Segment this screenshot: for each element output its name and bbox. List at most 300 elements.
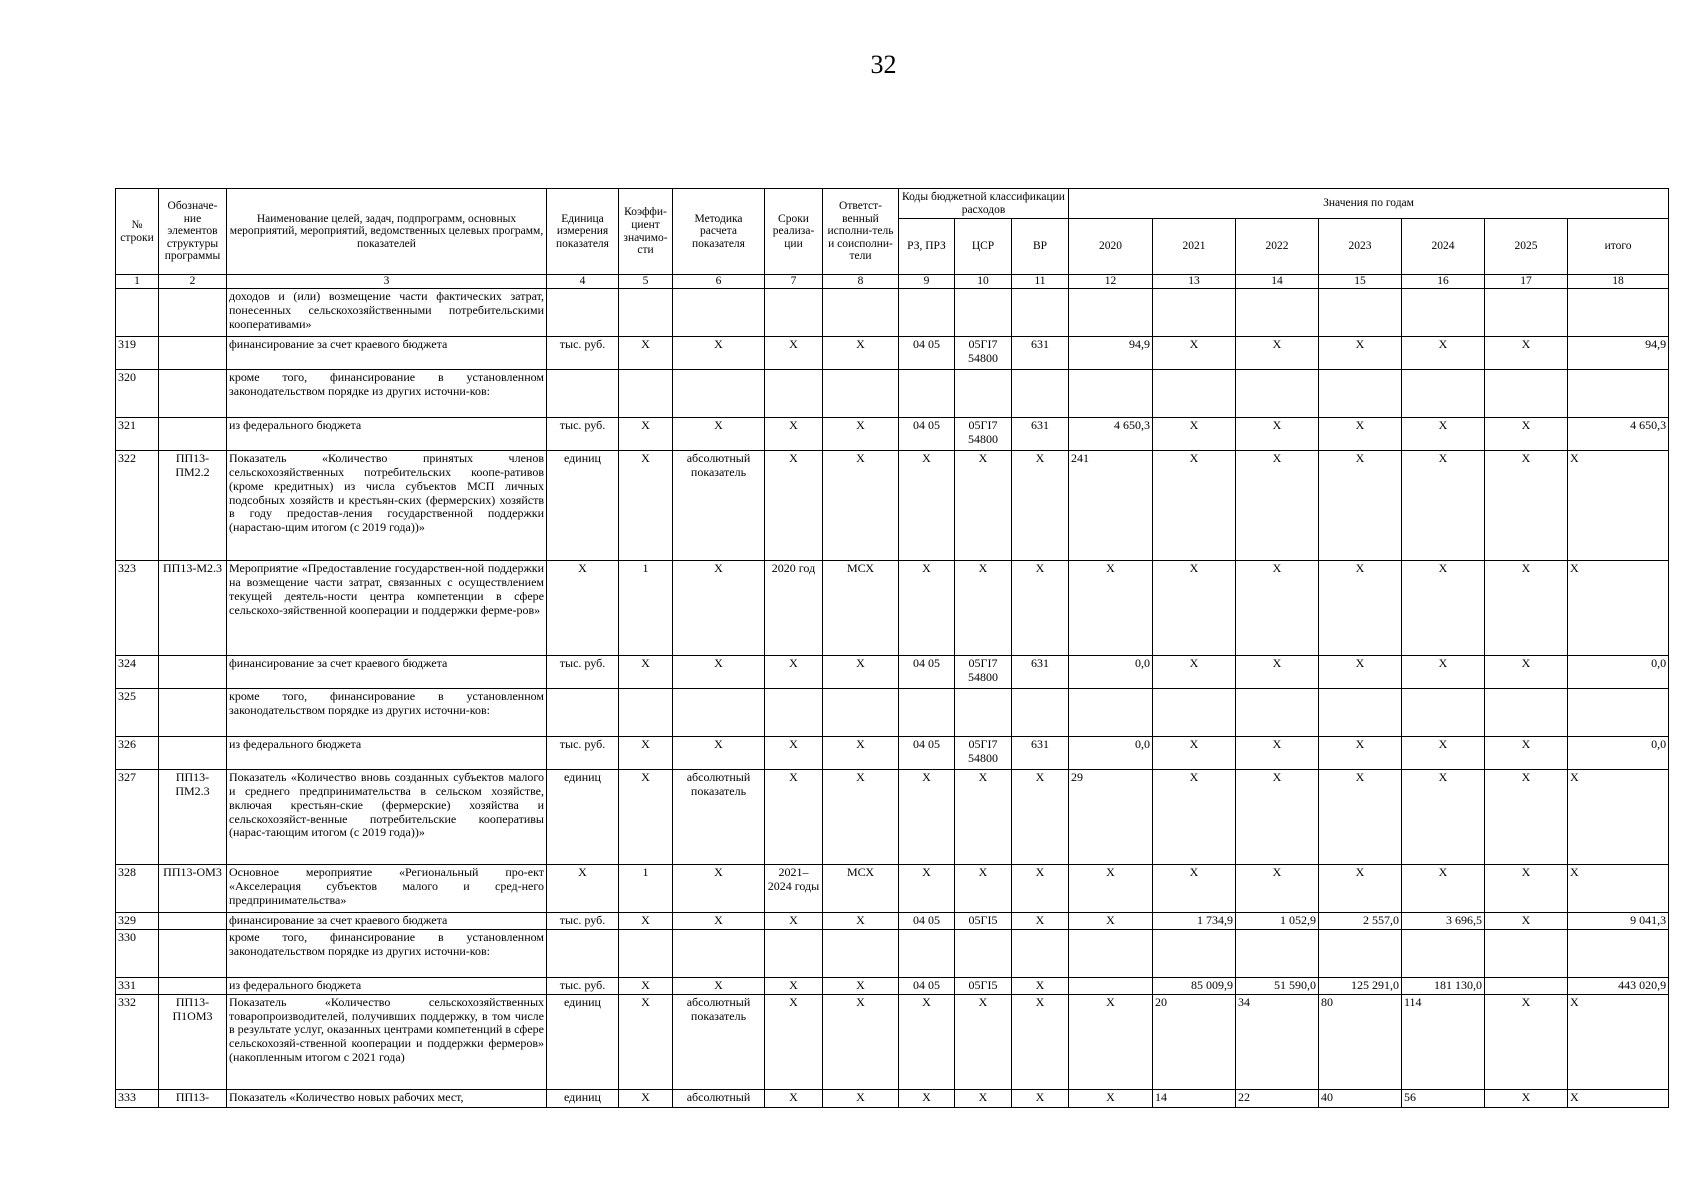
method-cell: абсолютный <box>673 1089 765 1107</box>
header-year: 2023 <box>1319 219 1402 275</box>
executor-cell: Х <box>823 418 899 451</box>
method-cell: Х <box>673 978 765 995</box>
value-total: 4 650,3 <box>1568 418 1669 451</box>
unit-cell: тыс. руб. <box>547 337 619 370</box>
header-coef: Коэффи-циент значимо-сти <box>619 189 673 275</box>
value-2025: Х <box>1485 561 1568 656</box>
value-total: Х <box>1568 561 1669 656</box>
header-executor: Ответст-венный исполни-тель и соисполни-тели <box>823 189 899 275</box>
period-cell <box>765 370 823 418</box>
method-cell: Х <box>673 337 765 370</box>
coef-cell: Х <box>619 994 673 1089</box>
rz-cell <box>899 689 955 737</box>
vr-cell <box>1012 689 1069 737</box>
value-2021: Х <box>1153 737 1236 770</box>
vr-cell: Х <box>1012 451 1069 561</box>
header-csr: ЦСР <box>955 219 1012 275</box>
value-2022: 51 590,0 <box>1236 978 1319 995</box>
value-2025: Х <box>1485 656 1568 689</box>
value-2025 <box>1485 370 1568 418</box>
value-total: Х <box>1568 451 1669 561</box>
column-number: 12 <box>1069 275 1153 289</box>
csr-cell: Х <box>955 770 1012 865</box>
csr-cell: 05ГI7 54800 <box>955 737 1012 770</box>
executor-cell <box>823 370 899 418</box>
value-total: Х <box>1568 1089 1669 1107</box>
csr-cell: 05ГI7 54800 <box>955 337 1012 370</box>
unit-cell <box>547 689 619 737</box>
rz-cell: Х <box>899 994 955 1089</box>
header-unit: Единица измерения показателя <box>547 189 619 275</box>
value-2022: Х <box>1236 737 1319 770</box>
row-number <box>116 289 159 337</box>
period-cell: Х <box>765 913 823 930</box>
element-code <box>159 978 227 995</box>
value-2020: 241 <box>1069 451 1153 561</box>
rz-cell: Х <box>899 561 955 656</box>
vr-cell: Х <box>1012 994 1069 1089</box>
period-cell: Х <box>765 337 823 370</box>
program-table <box>115 188 1669 1108</box>
header-vr: ВР <box>1012 219 1069 275</box>
unit-cell <box>547 370 619 418</box>
vr-cell: 631 <box>1012 656 1069 689</box>
period-cell: 2021–2024 годы <box>765 865 823 913</box>
value-2024 <box>1402 370 1485 418</box>
row-number: 319 <box>116 337 159 370</box>
header-year: 2025 <box>1485 219 1568 275</box>
value-2020 <box>1069 370 1153 418</box>
period-cell: Х <box>765 770 823 865</box>
coef-cell: Х <box>619 978 673 995</box>
unit-cell: тыс. руб. <box>547 418 619 451</box>
column-number: 18 <box>1568 275 1669 289</box>
value-total: 443 020,9 <box>1568 978 1669 995</box>
method-cell: Х <box>673 656 765 689</box>
table-row <box>116 451 1669 561</box>
value-2022: Х <box>1236 337 1319 370</box>
vr-cell <box>1012 370 1069 418</box>
period-cell <box>765 289 823 337</box>
executor-cell: Х <box>823 337 899 370</box>
row-name: из федерального бюджета <box>227 978 547 995</box>
value-2022: Х <box>1236 451 1319 561</box>
csr-cell: Х <box>955 451 1012 561</box>
element-code <box>159 289 227 337</box>
row-number: 323 <box>116 561 159 656</box>
header-year: 2020 <box>1069 219 1153 275</box>
value-2025: Х <box>1485 913 1568 930</box>
vr-cell: 631 <box>1012 737 1069 770</box>
row-name: кроме того, финансирование в установленном законодательством порядке из других источни-ков: <box>227 370 547 418</box>
period-cell: Х <box>765 418 823 451</box>
coef-cell: Х <box>619 737 673 770</box>
method-cell: Х <box>673 561 765 656</box>
value-2021: 1 734,9 <box>1153 913 1236 930</box>
row-number: 321 <box>116 418 159 451</box>
value-2021: 14 <box>1153 1089 1236 1107</box>
value-2023: Х <box>1319 418 1402 451</box>
row-name: кроме того, финансирование в установленном законодательством порядке из других источни-ков: <box>227 930 547 978</box>
rz-cell: 04 05 <box>899 656 955 689</box>
unit-cell: единиц <box>547 994 619 1089</box>
column-number-row <box>116 275 1669 289</box>
value-2022 <box>1236 930 1319 978</box>
value-total <box>1568 289 1669 337</box>
header-name: Наименование целей, задач, подпрограмм, основных мероприятий, мероприятий, ведомственных целевых программ, показателей <box>227 189 547 275</box>
value-2021 <box>1153 289 1236 337</box>
value-total: 0,0 <box>1568 656 1669 689</box>
element-code <box>159 656 227 689</box>
method-cell: абсолютный показатель <box>673 451 765 561</box>
table-row <box>116 418 1669 451</box>
method-cell: Х <box>673 737 765 770</box>
value-2025: Х <box>1485 451 1568 561</box>
element-code <box>159 370 227 418</box>
value-2020 <box>1069 930 1153 978</box>
value-2020: Х <box>1069 913 1153 930</box>
csr-cell: 05ГI7 54800 <box>955 418 1012 451</box>
unit-cell: единиц <box>547 451 619 561</box>
value-2023: Х <box>1319 451 1402 561</box>
unit-cell <box>547 289 619 337</box>
row-name: из федерального бюджета <box>227 737 547 770</box>
value-2023 <box>1319 370 1402 418</box>
value-2024: Х <box>1402 337 1485 370</box>
value-2023 <box>1319 689 1402 737</box>
row-number: 320 <box>116 370 159 418</box>
header-year: 2021 <box>1153 219 1236 275</box>
executor-cell: Х <box>823 994 899 1089</box>
csr-cell: 05ГI7 54800 <box>955 656 1012 689</box>
value-total: 9 041,3 <box>1568 913 1669 930</box>
header-row-no: № строки <box>116 189 159 275</box>
column-number: 7 <box>765 275 823 289</box>
row-name: кроме того, финансирование в установленном законодательством порядке из других источни-ков: <box>227 689 547 737</box>
unit-cell: Х <box>547 865 619 913</box>
column-number: 5 <box>619 275 673 289</box>
vr-cell: Х <box>1012 913 1069 930</box>
row-number: 327 <box>116 770 159 865</box>
table-row <box>116 994 1669 1089</box>
value-2024 <box>1402 930 1485 978</box>
column-number: 14 <box>1236 275 1319 289</box>
table-header <box>116 189 1669 275</box>
value-2025: Х <box>1485 865 1568 913</box>
value-2025 <box>1485 289 1568 337</box>
method-cell: абсолютный показатель <box>673 994 765 1089</box>
unit-cell: единиц <box>547 770 619 865</box>
element-code: ПП13-ОМ3 <box>159 865 227 913</box>
table-row <box>116 337 1669 370</box>
coef-cell <box>619 370 673 418</box>
row-number: 326 <box>116 737 159 770</box>
value-2021: Х <box>1153 770 1236 865</box>
value-2021: Х <box>1153 561 1236 656</box>
method-cell <box>673 370 765 418</box>
value-2023: 125 291,0 <box>1319 978 1402 995</box>
coef-cell: Х <box>619 451 673 561</box>
header-method: Методика расчета показателя <box>673 189 765 275</box>
vr-cell: 631 <box>1012 337 1069 370</box>
column-number: 15 <box>1319 275 1402 289</box>
value-2020: 94,9 <box>1069 337 1153 370</box>
table-row <box>116 656 1669 689</box>
unit-cell: тыс. руб. <box>547 913 619 930</box>
value-2022 <box>1236 370 1319 418</box>
csr-cell <box>955 370 1012 418</box>
coef-cell: Х <box>619 1089 673 1107</box>
column-number: 10 <box>955 275 1012 289</box>
value-2024: Х <box>1402 656 1485 689</box>
table-row <box>116 289 1669 337</box>
row-name: Мероприятие «Предоставление государствен-ной поддержки на возмещение части затрат, связанных с осуществлением текущей деятель-ности центра компетенции в сфере сельскохо-зяйственной кооперации и поддержки ферме-ров» <box>227 561 547 656</box>
element-code <box>159 913 227 930</box>
vr-cell: Х <box>1012 770 1069 865</box>
period-cell: Х <box>765 1089 823 1107</box>
rz-cell: 04 05 <box>899 337 955 370</box>
value-2024 <box>1402 689 1485 737</box>
element-code: ПП13-ПМ2.2 <box>159 451 227 561</box>
header-year: 2024 <box>1402 219 1485 275</box>
value-total: 0,0 <box>1568 737 1669 770</box>
coef-cell: Х <box>619 656 673 689</box>
element-code <box>159 418 227 451</box>
row-number: 328 <box>116 865 159 913</box>
row-name: финансирование за счет краевого бюджета <box>227 656 547 689</box>
rz-cell: 04 05 <box>899 418 955 451</box>
element-code <box>159 337 227 370</box>
value-2023: 80 <box>1319 994 1402 1089</box>
value-2021 <box>1153 370 1236 418</box>
value-2021 <box>1153 689 1236 737</box>
executor-cell: Х <box>823 978 899 995</box>
rz-cell <box>899 930 955 978</box>
value-2023: 2 557,0 <box>1319 913 1402 930</box>
column-number: 9 <box>899 275 955 289</box>
element-code: ПП13-ПМ2.3 <box>159 770 227 865</box>
value-2023: 40 <box>1319 1089 1402 1107</box>
value-2023: Х <box>1319 865 1402 913</box>
vr-cell: Х <box>1012 561 1069 656</box>
header-rz: РЗ, ПРЗ <box>899 219 955 275</box>
value-2024: 3 696,5 <box>1402 913 1485 930</box>
unit-cell: тыс. руб. <box>547 737 619 770</box>
value-2025: Х <box>1485 418 1568 451</box>
value-2021: Х <box>1153 418 1236 451</box>
value-2022: 1 052,9 <box>1236 913 1319 930</box>
value-total <box>1568 370 1669 418</box>
column-number: 1 <box>116 275 159 289</box>
period-cell <box>765 930 823 978</box>
value-2021: Х <box>1153 337 1236 370</box>
table-row <box>116 737 1669 770</box>
vr-cell <box>1012 930 1069 978</box>
row-name: Основное мероприятие «Региональный про-ект «Акселерация субъектов малого и сред-него предпринимательства» <box>227 865 547 913</box>
column-number: 13 <box>1153 275 1236 289</box>
element-code: ПП13-П1ОМ3 <box>159 994 227 1089</box>
value-2022 <box>1236 689 1319 737</box>
value-2021: Х <box>1153 865 1236 913</box>
row-name: Показатель «Количество принятых членов сельскохозяйственных потребительских коопе-ративов (кроме кредитных) из числа субъектов МСП личных подсобных хозяйств и крестьян-ских (фермерских) хозяйств в году предостав-ления государственной поддержки (нарастаю-щим итогом (с 2019 года))» <box>227 451 547 561</box>
value-2025: Х <box>1485 737 1568 770</box>
coef-cell: 1 <box>619 561 673 656</box>
coef-cell <box>619 289 673 337</box>
value-2024: Х <box>1402 451 1485 561</box>
value-2020: 4 650,3 <box>1069 418 1153 451</box>
value-2021: Х <box>1153 451 1236 561</box>
rz-cell: Х <box>899 770 955 865</box>
value-2024: 114 <box>1402 994 1485 1089</box>
value-2025: Х <box>1485 994 1568 1089</box>
value-2023 <box>1319 289 1402 337</box>
coef-cell: Х <box>619 770 673 865</box>
coef-cell: Х <box>619 913 673 930</box>
value-2024: 181 130,0 <box>1402 978 1485 995</box>
row-name: финансирование за счет краевого бюджета <box>227 337 547 370</box>
executor-cell: МСХ <box>823 561 899 656</box>
coef-cell <box>619 689 673 737</box>
rz-cell <box>899 370 955 418</box>
value-2021: Х <box>1153 656 1236 689</box>
value-2021 <box>1153 930 1236 978</box>
unit-cell: тыс. руб. <box>547 656 619 689</box>
coef-cell: Х <box>619 337 673 370</box>
value-2024 <box>1402 289 1485 337</box>
method-cell <box>673 289 765 337</box>
unit-cell <box>547 930 619 978</box>
value-total <box>1568 930 1669 978</box>
period-cell: 2020 год <box>765 561 823 656</box>
method-cell: Х <box>673 418 765 451</box>
rz-cell: 04 05 <box>899 978 955 995</box>
value-2025: Х <box>1485 337 1568 370</box>
rz-cell: Х <box>899 451 955 561</box>
value-2022: Х <box>1236 418 1319 451</box>
row-name: из федерального бюджета <box>227 418 547 451</box>
column-number: 4 <box>547 275 619 289</box>
value-total: Х <box>1568 865 1669 913</box>
column-number: 2 <box>159 275 227 289</box>
value-2022: Х <box>1236 865 1319 913</box>
column-number: 3 <box>227 275 547 289</box>
csr-cell: Х <box>955 865 1012 913</box>
unit-cell: Х <box>547 561 619 656</box>
csr-cell: 05ГI5 <box>955 978 1012 995</box>
row-number: 333 <box>116 1089 159 1107</box>
element-code: ПП13-М2.3 <box>159 561 227 656</box>
value-2023: Х <box>1319 337 1402 370</box>
value-2020: Х <box>1069 1089 1153 1107</box>
vr-cell: Х <box>1012 865 1069 913</box>
rz-cell: Х <box>899 1089 955 1107</box>
method-cell: Х <box>673 913 765 930</box>
value-2020: Х <box>1069 994 1153 1089</box>
row-name: доходов и (или) возмещение части фактических затрат, понесенных сельскохозяйственными потребительскими кооперативами» <box>227 289 547 337</box>
row-number: 322 <box>116 451 159 561</box>
period-cell: Х <box>765 656 823 689</box>
coef-cell: 1 <box>619 865 673 913</box>
value-2022 <box>1236 289 1319 337</box>
value-2020 <box>1069 978 1153 995</box>
value-2022: Х <box>1236 561 1319 656</box>
value-2020: Х <box>1069 865 1153 913</box>
executor-cell: Х <box>823 737 899 770</box>
value-2023: Х <box>1319 770 1402 865</box>
element-code <box>159 689 227 737</box>
vr-cell: Х <box>1012 1089 1069 1107</box>
method-cell <box>673 689 765 737</box>
header-total: итого <box>1568 219 1669 275</box>
period-cell: Х <box>765 994 823 1089</box>
value-2022: 34 <box>1236 994 1319 1089</box>
period-cell: Х <box>765 737 823 770</box>
element-code <box>159 930 227 978</box>
unit-cell: единиц <box>547 1089 619 1107</box>
method-cell: Х <box>673 865 765 913</box>
row-name: Показатель «Количество новых рабочих мест, <box>227 1089 547 1107</box>
value-2025 <box>1485 930 1568 978</box>
row-number: 329 <box>116 913 159 930</box>
csr-cell: Х <box>955 1089 1012 1107</box>
value-2020: 29 <box>1069 770 1153 865</box>
row-name: Показатель «Количество вновь созданных субъектов малого и среднего предпринимательства в сельском хозяйстве, включая крестьян-ские (фермерские) хозяйства и сельскохозяйст-венные потребительские кооперативы (нарас-тающим итогом (с 2019 года))» <box>227 770 547 865</box>
executor-cell: Х <box>823 656 899 689</box>
value-2020 <box>1069 289 1153 337</box>
element-code: ПП13- <box>159 1089 227 1107</box>
value-2020: 0,0 <box>1069 656 1153 689</box>
value-2024: Х <box>1402 418 1485 451</box>
value-2025: Х <box>1485 1089 1568 1107</box>
table-row <box>116 978 1669 995</box>
value-total: Х <box>1568 994 1669 1089</box>
table-row <box>116 770 1669 865</box>
csr-cell <box>955 689 1012 737</box>
rz-cell: 04 05 <box>899 913 955 930</box>
row-name: Показатель «Количество сельскохозяйственных товаропроизводителей, получивших поддержку, в том числе в результате услуг, оказанных центрами компетенций в сфере сельскохозяй-ственной кооперации и поддержки фермеров» (накопленным итогом с 2021 года) <box>227 994 547 1089</box>
column-number: 8 <box>823 275 899 289</box>
period-cell <box>765 689 823 737</box>
element-code <box>159 737 227 770</box>
value-2020: Х <box>1069 561 1153 656</box>
column-number: 6 <box>673 275 765 289</box>
csr-cell: 05ГI5 <box>955 913 1012 930</box>
value-2024: Х <box>1402 737 1485 770</box>
table-row <box>116 1089 1669 1107</box>
header-values-by-year: Значения по годам <box>1069 189 1669 219</box>
value-2020: 0,0 <box>1069 737 1153 770</box>
row-number: 330 <box>116 930 159 978</box>
value-2021: 20 <box>1153 994 1236 1089</box>
executor-cell: МСХ <box>823 865 899 913</box>
column-number: 17 <box>1485 275 1568 289</box>
executor-cell: Х <box>823 451 899 561</box>
executor-cell <box>823 689 899 737</box>
value-2022: 22 <box>1236 1089 1319 1107</box>
executor-cell: Х <box>823 770 899 865</box>
value-2022: Х <box>1236 656 1319 689</box>
table-row <box>116 370 1669 418</box>
value-2024: Х <box>1402 770 1485 865</box>
row-number: 325 <box>116 689 159 737</box>
rz-cell: Х <box>899 865 955 913</box>
executor-cell <box>823 289 899 337</box>
period-cell: Х <box>765 451 823 561</box>
coef-cell <box>619 930 673 978</box>
value-2021: 85 009,9 <box>1153 978 1236 995</box>
executor-cell: Х <box>823 1089 899 1107</box>
column-number: 11 <box>1012 275 1069 289</box>
